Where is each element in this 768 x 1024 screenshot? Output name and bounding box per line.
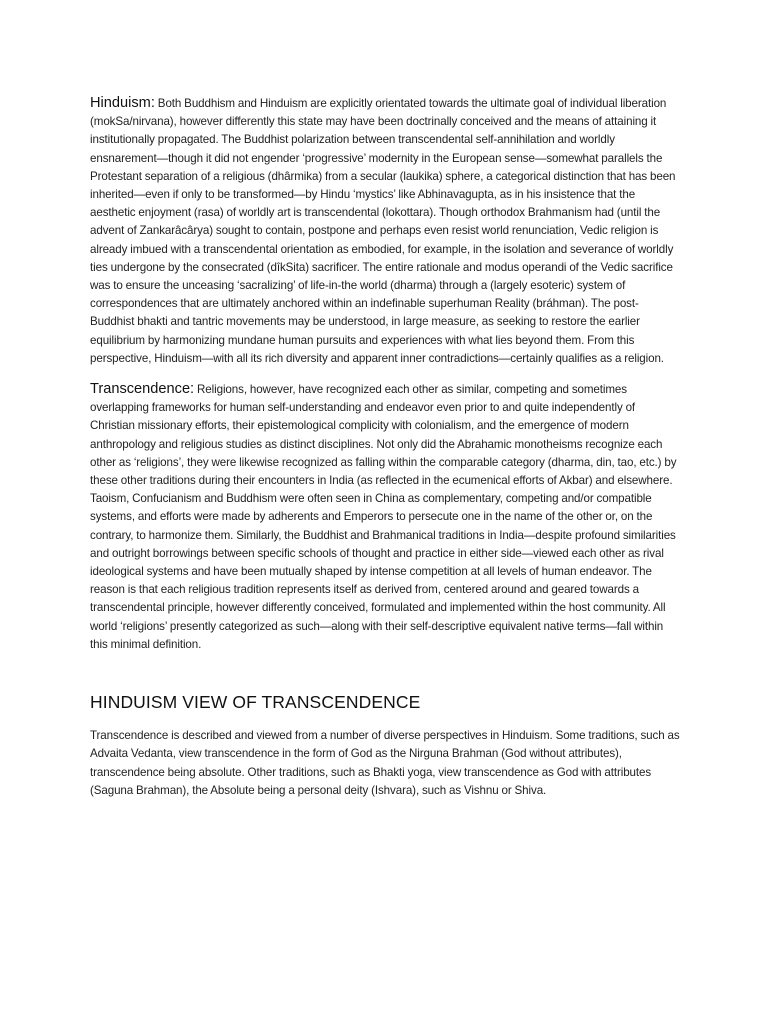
lead-term-hinduism: Hinduism: xyxy=(90,95,155,111)
document-page xyxy=(90,94,680,800)
lead-term-transcendence: Transcendence: xyxy=(90,381,195,398)
paragraph-closing: Transcendence is described and viewed from a number of diverse perspectives in Hinduism. Some traditions, such as Advaita Vedanta, view transcendence in the form of God as the Nirguna Brahman (God without attributes), transcendence being absolute. Other traditions, such as Bhakti yoga, view transcendence as God with attributes (Saguna Brahman), the Absolute being a personal deity (Ishvara), such as Vishnu or Shiva. xyxy=(90,729,680,797)
paragraph-hinduism-body: Both Buddhism and Hinduism are explicitly orientated towards the ultimate goal of individual liberation (mokSa/nirvana), however differently this state may have been doctrinally conceived and the means of attaining it institutionally propagated. The Buddhist polarization between transcendental self-annihilation and worldly ensnarement—though it did not engender ‘progressive’ modernity in the European sense—somewhat parallels the Protestant separation of a religious (dhârmika) from a secular (laukika) sphere, a categorical distinction that has been inherited—even if only to be transformed—by Hindu ‘mystics’ like Abhinavagupta, as in his insistence that the aesthetic enjoyment (rasa) of worldly art is transcendental (lokottara). Though orthodox Brahmanism had (until the advent of Zankarâcârya) sought to contain, postpone and perhaps even resist world renunciation, Vedic religion is already imbued with a transcendental orientation as embodied, for example, in the isolation and severance of worldly ties undergone by the consecrated (dîkSita) sacrificer. The entire rationale and modus operandi of the Vedic sacrifice was to ensure the unceasing ‘sacralizing’ of life-in-the world (dharma) through a (largely esoteric) system of correspondences that are ultimately anchored within an indefinable superhuman Reality (bráhman). The post-Buddhist bhakti and tantric movements may be understood, in large measure, as seeking to restore the earlier equilibrium by harmonizing mundane human pursuits and experiences with what lies beyond them. From this perspective, Hinduism—with all its rich diversity and apparent inner contradictions—certainly qualifies as a religion. xyxy=(90,97,676,365)
section-heading: HINDUISM VIEW OF TRANSCENDENCE xyxy=(90,692,421,713)
paragraph-transcendence xyxy=(90,380,680,654)
paragraph-hinduism xyxy=(90,94,680,368)
paragraph-transcendence-body: Religions, however, have recognized each other as similar, competing and sometimes overlapping frameworks for human self-understanding and endeavor even prior to and quite independently of Christian missionary efforts, their epistemological complicity with colonialism, and the emergence of modern anthropology and religious studies as distinct disciplines. Not only did the Abrahamic monotheisms recognize each other as ‘religions’, they were likewise recognized as falling within the comparable category (dharma, din, tao, etc.) by these other traditions during their encounters in India (as reflected in the ecumenical efforts of Akbar) and elsewhere. Taoism, Confucianism and Buddhism were often seen in China as complementary, competing and/or compatible systems, and efforts were made by adherents and Emperors to persecute one in the name of the other or, on the contrary, to harmonize them. Similarly, the Buddhist and Brahmanical traditions in India—despite profound similarities and outright borrowings between specific schools of thought and practice in either side—viewed each other as rival ideological systems and have been mutually shaped by intense competition at all levels of human endeavor. The reason is that each religious tradition represents itself as derived from, centered around and geared towards a transcendental principle, however differently conceived, formulated and implemented within the host community. All world ‘religions’ presently categorized as such—along with their self-descriptive equivalent native terms—fall within this minimal definition. xyxy=(90,383,677,651)
